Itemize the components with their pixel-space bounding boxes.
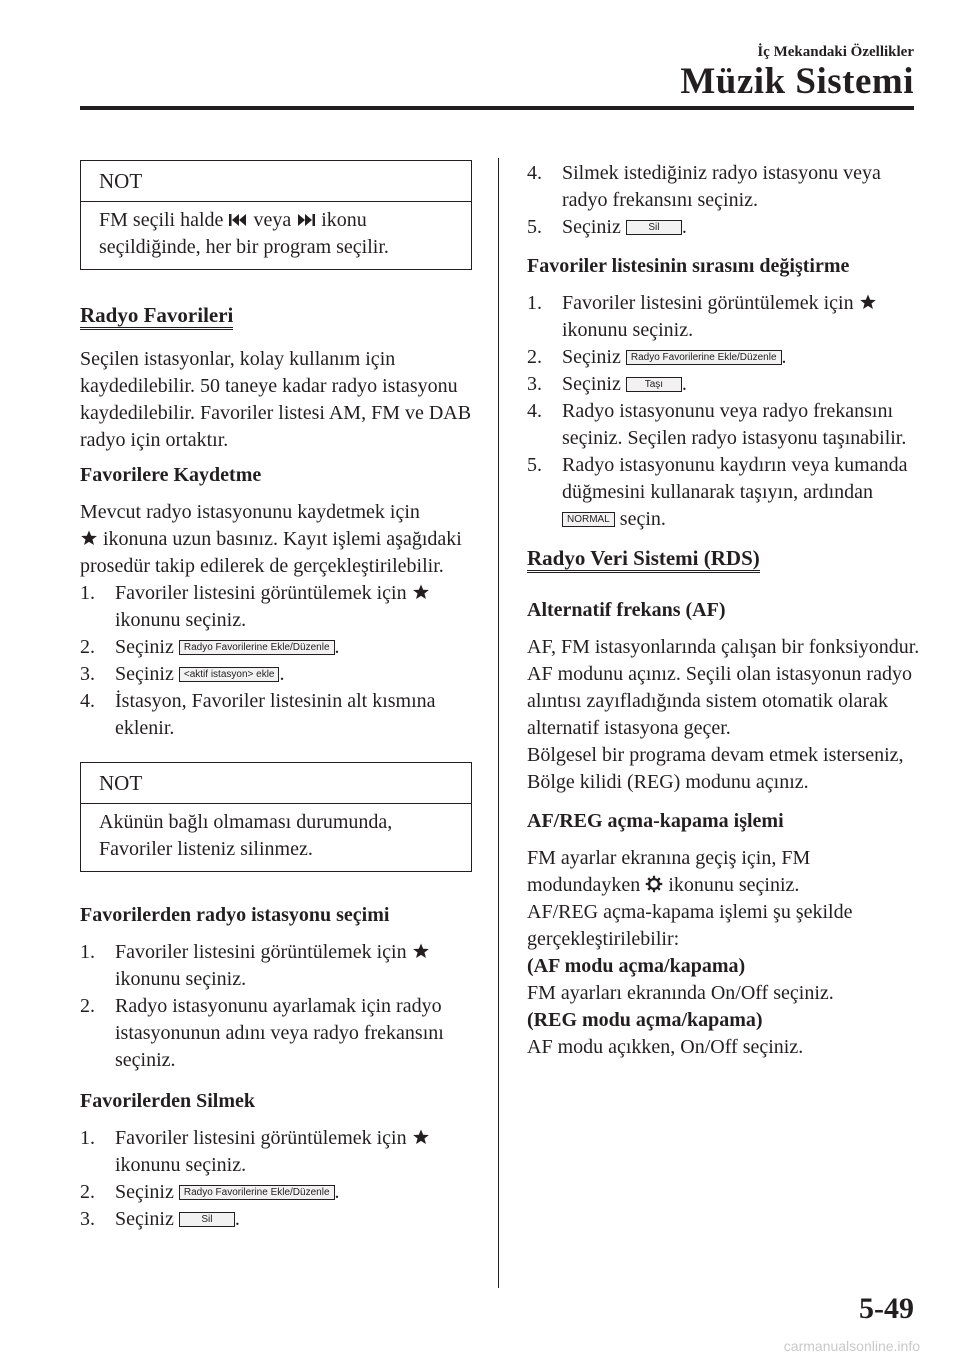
list-item: 3. Seçiniz Taşı .	[527, 371, 921, 398]
delete-steps	[80, 1125, 472, 1233]
step-number: 5.	[527, 216, 542, 238]
step-text: Radyo istasyonunu veya radyo frekansını seçiniz. Seçilen radyo istasyonu taşınabilir.	[562, 400, 907, 449]
step-text: İstasyon, Favoriler listesinin alt kısmına eklenir.	[115, 690, 436, 739]
step-text: Seçiniz	[115, 1181, 174, 1203]
list-item: 2. Seçiniz Radyo Favorilerine Ekle/Düzenle .	[80, 1179, 472, 1206]
page-title: Müzik Sistemi	[680, 61, 914, 102]
star-icon	[859, 293, 877, 311]
list-item	[527, 398, 921, 452]
step-text: seçin.	[619, 508, 666, 530]
list-item	[80, 939, 472, 993]
list-item	[527, 290, 921, 344]
note-text: veya	[253, 209, 292, 231]
paragraph: Seçilen istasyonlar, kolay kullanım için kaydedilebilir. 50 taneye kadar radyo istasyonu kaydedilebilir. Favoriler listesi AM, FM ve DAB radyo için ortaktır.	[80, 348, 472, 451]
select-steps	[80, 939, 472, 1074]
star-icon	[412, 1128, 430, 1146]
step-text: ikonunu seçiniz.	[562, 319, 694, 341]
normal-button[interactable]: NORMAL	[562, 512, 615, 527]
star-icon	[80, 529, 98, 547]
step-number: 1.	[80, 582, 95, 604]
list-item	[527, 452, 921, 533]
list-item: 3. Seçiniz Sil .	[80, 1206, 472, 1233]
delete-button[interactable]: Sil	[626, 220, 682, 235]
paragraph-text: Mevcut radyo istasyonunu kaydetmek için	[80, 501, 420, 523]
step-text: Favoriler listesini görüntülemek için	[115, 941, 407, 963]
step-number: 1.	[527, 292, 542, 314]
column-divider	[498, 158, 499, 1288]
note-title: NOT	[81, 161, 471, 202]
list-item: 3. Seçiniz <aktif istasyon> ekle .	[80, 661, 472, 688]
note-box-2	[80, 762, 472, 872]
delete-steps-continued	[527, 160, 921, 241]
step-text: Radyo istasyonunu kaydırın veya kumanda düğmesini kullanarak taşıyın, ardından	[562, 454, 908, 503]
watermark: carmanualsonline.info	[783, 1338, 920, 1354]
paragraph-text: ikonunu seçiniz.	[668, 874, 800, 896]
add-active-station-button[interactable]: <aktif istasyon> ekle	[179, 667, 280, 682]
note-title: NOT	[81, 763, 471, 804]
step-text: Favoriler listesini görüntülemek için	[562, 292, 854, 314]
save-steps	[80, 580, 472, 742]
step-number: 3.	[527, 373, 542, 395]
note-body	[81, 202, 471, 269]
note-box-1	[80, 160, 472, 270]
list-item	[80, 580, 472, 634]
step-text: Radyo istasyonunu ayarlamak için radyo istasyonunun adını veya radyo frekansını seçiniz.	[115, 995, 444, 1071]
step-number: 3.	[80, 1208, 95, 1230]
step-number: 2.	[527, 346, 542, 368]
step-number: 4.	[527, 162, 542, 184]
reg-mode-text: AF modu açıkken, On/Off seçiniz.	[527, 1036, 804, 1058]
step-text: Silmek istediğiniz radyo istasyonu veya radyo frekansını seçiniz.	[562, 162, 881, 211]
paragraph: AF/REG açma-kapama işlemi şu şekilde gerçekleştirilebilir:	[527, 901, 853, 950]
subheading-af: Alternatif frekans (AF)	[527, 599, 726, 621]
step-number: 1.	[80, 941, 95, 963]
move-button[interactable]: Taşı	[626, 377, 682, 392]
list-item	[80, 688, 472, 742]
note-body: Akünün bağlı olmaması durumunda, Favoriler listeniz silinmez.	[99, 811, 393, 860]
paragraph: Bölgesel bir programa devam etmek isterseniz, Bölge kilidi (REG) modunu açınız.	[527, 744, 904, 793]
step-text: Seçiniz	[562, 346, 621, 368]
note-text: seçildiğinde, her bir program seçilir.	[99, 236, 389, 258]
paragraph	[80, 499, 472, 580]
step-number: 2.	[80, 995, 95, 1017]
subheading-afreg: AF/REG açma-kapama işlemi	[527, 810, 784, 832]
step-text: Seçiniz	[115, 1208, 174, 1230]
step-text: Seçiniz	[562, 373, 621, 395]
subheading-select: Favorilerden radyo istasyonu seçimi	[80, 904, 390, 926]
step-text: Seçiniz	[115, 663, 174, 685]
section-heading-rds: Radyo Veri Sistemi (RDS)	[527, 547, 760, 573]
skip-forward-icon	[296, 212, 316, 228]
subheading-reorder: Favoriler listesinin sırasını değiştirme	[527, 255, 850, 277]
section-heading-radio-favorites: Radyo Favorileri	[80, 304, 233, 330]
step-text: ikonunu seçiniz.	[115, 609, 247, 631]
step-number: 4.	[527, 400, 542, 422]
step-text: ikonunu seçiniz.	[115, 1154, 247, 1176]
step-text: Seçiniz	[562, 216, 621, 238]
step-number: 1.	[80, 1127, 95, 1149]
step-number: 2.	[80, 1181, 95, 1203]
step-text: Favoriler listesini görüntülemek için	[115, 582, 407, 604]
list-item: 5. Seçiniz Sil .	[527, 214, 921, 241]
paragraph	[527, 845, 921, 899]
note-text: FM seçili halde	[99, 209, 224, 231]
list-item: 2. Seçiniz Radyo Favorilerine Ekle/Düzenle .	[527, 344, 921, 371]
af-mode-text: FM ayarları ekranında On/Off seçiniz.	[527, 982, 834, 1004]
paragraph-text: FM ayarlar ekranına geçiş için, FM modundayken	[527, 847, 811, 896]
paragraph: AF, FM istasyonlarında çalışan bir fonksiyondur. AF modunu açınız. Seçili olan istasyonun radyo alıntısı zayıfladığında sistem otomatik olarak alternatif istasyona geçer.	[527, 636, 920, 739]
step-number: 3.	[80, 663, 95, 685]
radio-favorites-edit-button[interactable]: Radyo Favorilerine Ekle/Düzenle	[179, 640, 335, 655]
star-icon	[412, 942, 430, 960]
step-text: Seçiniz	[115, 636, 174, 658]
header-rule	[80, 106, 914, 110]
reorder-steps	[527, 290, 921, 533]
list-item: 2. Seçiniz Radyo Favorilerine Ekle/Düzenle .	[80, 634, 472, 661]
step-text: ikonunu seçiniz.	[115, 968, 247, 990]
delete-button[interactable]: Sil	[179, 1212, 235, 1227]
left-column	[80, 160, 472, 1241]
header-section: İç Mekandaki Özellikler	[757, 44, 914, 60]
star-icon	[412, 583, 430, 601]
reg-mode-label: (REG modu açma/kapama)	[527, 1009, 763, 1031]
step-number: 5.	[527, 454, 542, 476]
radio-favorites-edit-button[interactable]: Radyo Favorilerine Ekle/Düzenle	[626, 350, 782, 365]
step-text: Favoriler listesini görüntülemek için	[115, 1127, 407, 1149]
step-number: 2.	[80, 636, 95, 658]
paragraph-text: ikonuna uzun basınız. Kayıt işlemi aşağıdaki prosedür takip edilerek de gerçekleştirilebilir.	[80, 528, 462, 577]
right-column	[527, 160, 921, 1061]
list-item	[80, 993, 472, 1074]
list-item	[80, 1125, 472, 1179]
note-text: ikonu	[321, 209, 367, 231]
list-item	[527, 160, 921, 214]
subheading-save: Favorilere Kaydetme	[80, 464, 262, 486]
subheading-delete: Favorilerden Silmek	[80, 1090, 255, 1112]
page-number: 5-49	[859, 1292, 914, 1325]
step-number: 4.	[80, 690, 95, 712]
skip-back-icon	[228, 212, 248, 228]
af-mode-label: (AF modu açma/kapama)	[527, 955, 746, 977]
radio-favorites-edit-button[interactable]: Radyo Favorilerine Ekle/Düzenle	[179, 1185, 335, 1200]
gear-icon	[645, 875, 663, 893]
